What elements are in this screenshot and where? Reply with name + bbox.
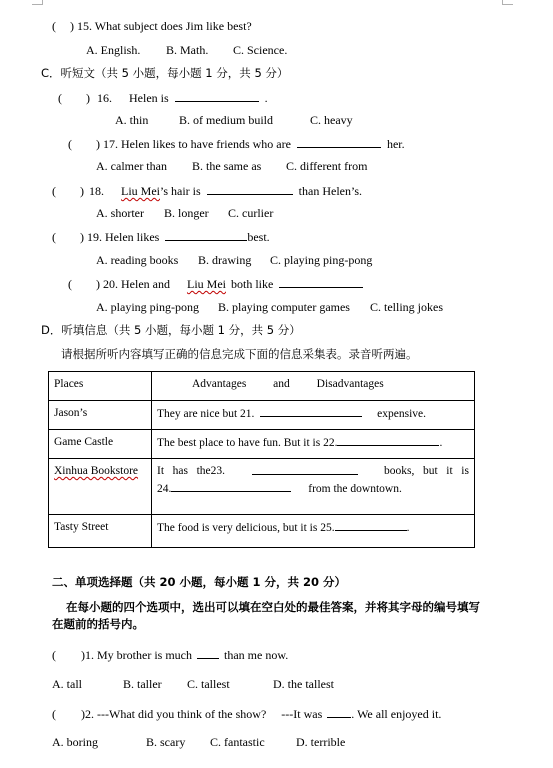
answer-blank xyxy=(197,647,219,659)
option-b: B. playing computer games xyxy=(218,300,350,314)
option-a: A. tall xyxy=(52,677,82,691)
question-16 xyxy=(58,90,268,105)
option-c: C. tallest xyxy=(187,677,230,691)
place-cell: Jason’s xyxy=(49,401,152,430)
question-text: ’s hair is xyxy=(160,184,201,198)
option-a: A. calmer than xyxy=(96,159,167,173)
option-b: B. the same as xyxy=(192,159,262,173)
header-places: Places xyxy=(49,372,152,401)
page-corner-mark-right xyxy=(502,0,513,5)
mc-question-1 xyxy=(52,647,288,662)
question-text: My brother is much xyxy=(97,648,192,662)
answer-blank-25[interactable] xyxy=(335,519,407,531)
place-cell xyxy=(49,459,152,515)
info-text: It has the23. xyxy=(157,465,226,477)
answer-paren-close: ) xyxy=(80,230,84,244)
question-text-b: both like xyxy=(230,277,274,291)
option-a: A. boring xyxy=(52,735,98,749)
table-header-row xyxy=(49,372,475,401)
answer-paren-close: ) xyxy=(96,277,100,291)
answer-blank-22[interactable] xyxy=(337,434,439,446)
option-d: D. the tallest xyxy=(273,677,334,691)
info-text-end: expensive. xyxy=(377,408,426,420)
question-18 xyxy=(52,183,362,198)
section-2-instruction-line2: 在题前的括号内。 xyxy=(52,617,144,631)
answer-paren-close-number: )2. xyxy=(81,707,94,721)
option-a: A. shorter xyxy=(96,206,144,220)
mc-question-2 xyxy=(52,706,441,721)
info-cell xyxy=(152,401,475,430)
question-19 xyxy=(52,229,270,244)
info-text-end: . xyxy=(406,522,410,534)
question-text-end: than Helen’s. xyxy=(298,184,362,198)
answer-paren-open: ( xyxy=(58,91,62,105)
answer-paren-close: ) xyxy=(70,19,74,33)
option-a: A. playing ping-pong xyxy=(96,300,199,314)
section-d-heading: D．听填信息（共 5 小题，每小题 1 分，共 5 分） xyxy=(41,323,301,337)
option-c: C. Science. xyxy=(233,43,288,57)
info-text: They are nice but 21. xyxy=(157,408,255,420)
info-collection-table xyxy=(48,371,475,548)
info-text-end: from the downtown. xyxy=(308,483,402,495)
section-c-heading: C．听短文（共 5 小题，每小题 1 分，共 5 分） xyxy=(41,66,289,80)
answer-paren-open: ( xyxy=(68,277,72,291)
info-text: The food is very delicious, but it is 25. xyxy=(157,522,335,534)
option-c: C. playing ping-pong xyxy=(270,253,373,267)
option-b: B. taller xyxy=(123,677,162,691)
answer-blank-23[interactable] xyxy=(252,463,358,475)
question-text: 19. Helen likes xyxy=(87,230,160,244)
answer-paren-open: ( xyxy=(68,137,72,151)
answer-blank xyxy=(207,183,293,195)
answer-paren-close: ) xyxy=(86,91,90,105)
answer-paren-close: ) xyxy=(96,137,100,151)
option-c: C. telling jokes xyxy=(370,300,443,314)
answer-paren-close-number: )1. xyxy=(81,648,94,662)
option-a: A. thin xyxy=(115,113,149,127)
info-cell xyxy=(152,430,475,459)
table-row xyxy=(49,515,475,548)
option-c: C. heavy xyxy=(310,113,353,127)
question-number: 18. xyxy=(89,184,104,198)
place-cell: Tasty Street xyxy=(49,515,152,548)
question-15 xyxy=(52,19,252,33)
option-b: B. of medium build xyxy=(179,113,273,127)
option-b: B. longer xyxy=(164,206,209,220)
info-text-end: . xyxy=(439,437,443,449)
info-text: books, but it is xyxy=(384,465,469,477)
question-text: 17. Helen likes to have friends who are xyxy=(103,137,291,151)
info-text: 24. xyxy=(157,483,172,495)
header-advantages-disadvantages xyxy=(152,372,475,401)
answer-blank xyxy=(165,229,247,241)
section-2-heading: 二、单项选择题（共 20 小题，每小题 1 分，共 20 分） xyxy=(52,575,347,589)
table-row xyxy=(49,430,475,459)
option-c: C. different from xyxy=(286,159,368,173)
answer-paren-open: ( xyxy=(52,648,56,662)
name-liu-mei: Liu Mei xyxy=(186,277,226,291)
answer-paren-close: ) xyxy=(80,184,84,198)
option-b: B. Math. xyxy=(166,43,209,57)
question-text-end: . xyxy=(264,91,268,105)
question-text: 20. Helen and xyxy=(103,277,170,291)
question-number: 16. xyxy=(97,91,112,105)
question-text-end: than me now. xyxy=(224,648,289,662)
option-a: A. English. xyxy=(86,43,141,57)
answer-paren-open: ( xyxy=(52,230,56,244)
answer-blank xyxy=(279,276,363,288)
info-cell xyxy=(152,515,475,548)
question-text: 15. What subject does Jim like best? xyxy=(77,19,252,33)
answer-blank-21[interactable] xyxy=(260,405,362,417)
answer-blank xyxy=(327,706,351,718)
option-b: B. drawing xyxy=(198,253,252,267)
option-a: A. reading books xyxy=(96,253,179,267)
answer-paren-open: ( xyxy=(52,707,56,721)
info-cell xyxy=(152,459,475,515)
answer-blank-24[interactable] xyxy=(171,480,291,492)
option-d: D. terrible xyxy=(296,735,346,749)
table-row xyxy=(49,401,475,430)
question-text: ---What did you think of the show? ---It was xyxy=(97,707,323,721)
section-d-instruction: 请根据所听内容填写正确的信息完成下面的信息采集表。录音听两遍。 xyxy=(61,347,418,361)
header-advantages: Advantages xyxy=(192,378,247,390)
question-17 xyxy=(68,136,405,151)
name-liu-mei: Liu Mei xyxy=(121,184,160,198)
place-cell: Game Castle xyxy=(49,430,152,459)
header-disadvantages: Disadvantages xyxy=(316,378,384,390)
page-corner-mark-left xyxy=(32,0,43,5)
question-text-end: . We all enjoyed it. xyxy=(351,707,442,721)
question-text: Helen is xyxy=(129,91,169,105)
answer-blank xyxy=(175,90,259,102)
header-and: and xyxy=(273,378,290,390)
question-text-end: her. xyxy=(386,137,405,151)
answer-paren-open: ( xyxy=(52,184,56,198)
info-text: The best place to have fun. But it is 22. xyxy=(157,437,338,449)
option-c: C. curlier xyxy=(228,206,274,220)
question-text-end: best. xyxy=(247,230,270,244)
section-2-instruction-line1: 在每小题的四个选项中，选出可以填在空白处的最佳答案，并将其字母的编号填写 xyxy=(66,600,480,614)
answer-paren-open: ( xyxy=(52,19,56,33)
place-name: Xinhua Bookstore xyxy=(54,465,139,477)
option-c: C. fantastic xyxy=(210,735,265,749)
question-20 xyxy=(68,276,363,291)
table-row xyxy=(49,459,475,515)
option-b: B. scary xyxy=(146,735,186,749)
answer-blank xyxy=(297,136,381,148)
